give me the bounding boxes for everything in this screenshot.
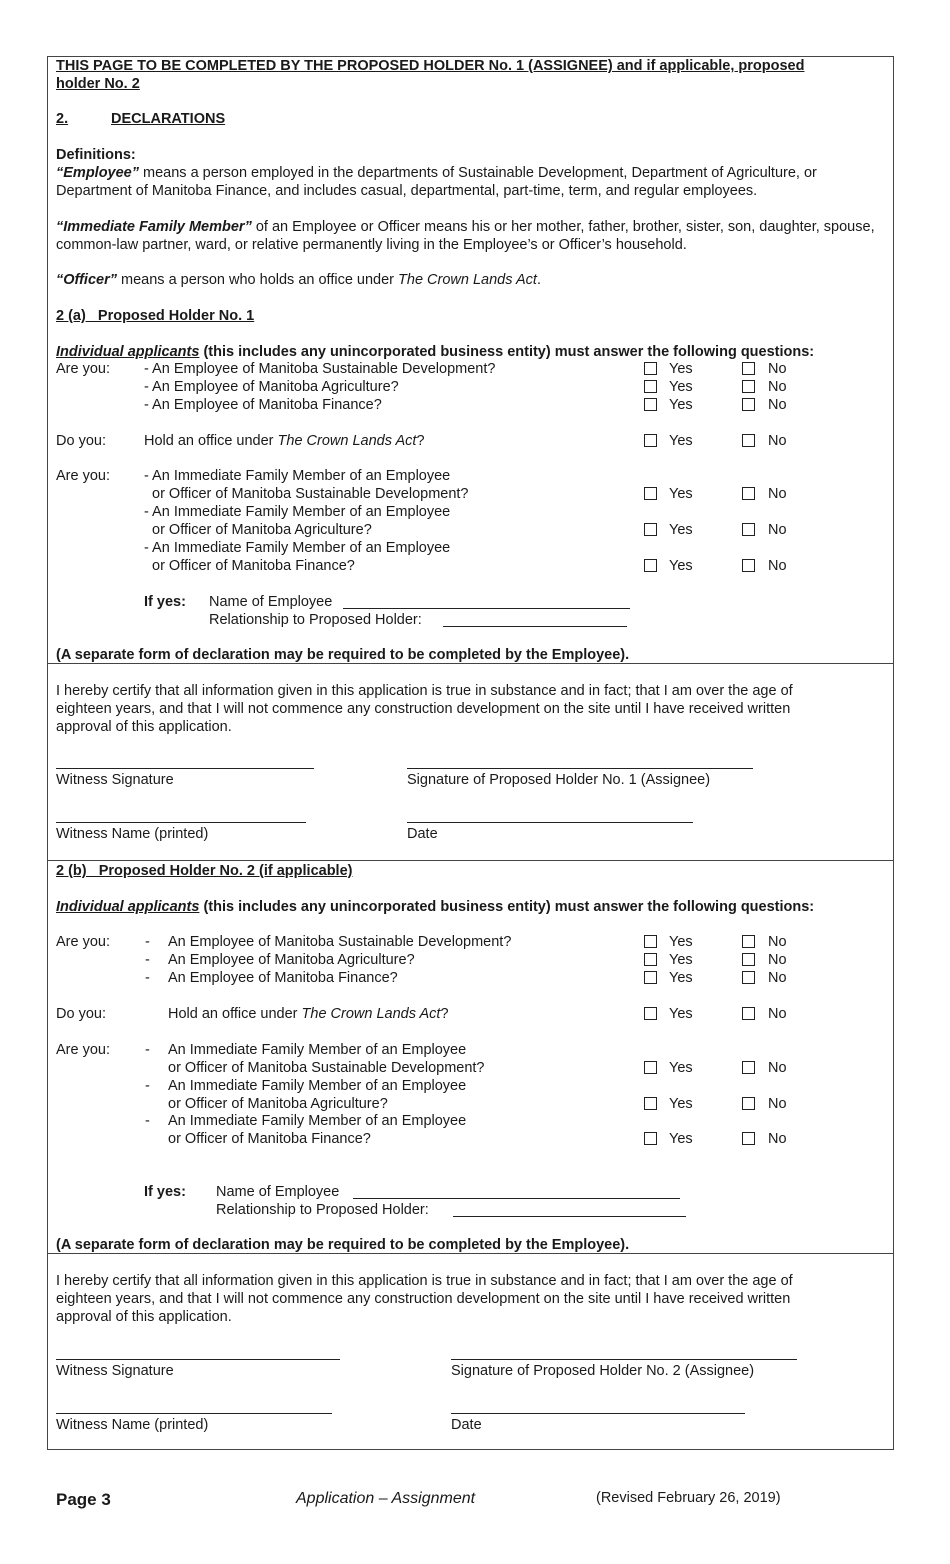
no-label: No xyxy=(768,970,787,986)
witness-signature-label: Witness Signature xyxy=(56,1363,174,1379)
dash: - xyxy=(145,970,150,986)
no-label: No xyxy=(768,379,787,395)
dash: - xyxy=(145,952,150,968)
holder1-instructions: Individual applicants (this includes any unincorporated business entity) must answer the following questions: xyxy=(56,344,815,360)
question-family-sd-2: or Officer of Manitoba Sustainable Development? xyxy=(152,486,469,502)
question-family-ag-1: - An Immediate Family Member of an Employee xyxy=(144,504,451,520)
question-family-ag-2: or Officer of Manitoba Agriculture? xyxy=(152,522,372,538)
certification-line3: approval of this application. xyxy=(56,719,232,735)
no-checkbox[interactable] xyxy=(742,380,755,393)
holder1-signature-field[interactable] xyxy=(407,768,753,769)
question-family-sd-1: - An Immediate Family Member of an Employee xyxy=(144,468,451,484)
are-you-label: Are you: xyxy=(56,934,110,950)
no-checkbox[interactable] xyxy=(742,523,755,536)
dash: - xyxy=(145,934,150,950)
yes-label: Yes xyxy=(669,433,693,449)
yes-label: Yes xyxy=(669,361,693,377)
no-checkbox[interactable] xyxy=(742,362,755,375)
no-checkbox[interactable] xyxy=(742,434,755,447)
question-employee-ag: An Employee of Manitoba Agriculture? xyxy=(168,952,415,968)
no-label: No xyxy=(768,1006,787,1022)
holder2-signature-label: Signature of Proposed Holder No. 2 (Assignee) xyxy=(451,1363,755,1379)
question-family-ag-2: or Officer of Manitoba Agriculture? xyxy=(168,1096,388,1112)
holder1-signature-label: Signature of Proposed Holder No. 1 (Assignee) xyxy=(407,772,711,788)
are-you-label: Are you: xyxy=(56,468,110,484)
relationship-field[interactable] xyxy=(443,626,627,627)
question-family-sd-1: An Immediate Family Member of an Employee xyxy=(168,1042,467,1058)
employee-name-field[interactable] xyxy=(343,608,630,609)
yes-checkbox[interactable] xyxy=(644,434,657,447)
yes-checkbox[interactable] xyxy=(644,935,657,948)
yes-label: Yes xyxy=(669,486,693,502)
form-title: Application – Assignment xyxy=(296,1490,476,1507)
if-yes-label: If yes: xyxy=(144,1184,186,1200)
yes-label: Yes xyxy=(669,1131,693,1147)
question-family-ag-1: An Immediate Family Member of an Employee xyxy=(168,1078,467,1094)
witness-name-field[interactable] xyxy=(56,822,306,823)
certification-line3: approval of this application. xyxy=(56,1309,232,1325)
certification-line1: I hereby certify that all information given in this application is true in substance and in fact; that I am over the age of xyxy=(56,683,793,699)
certification-line2: eighteen years, and that I will not commence any construction development on the site until I have received written xyxy=(56,1291,791,1307)
no-checkbox[interactable] xyxy=(742,953,755,966)
yes-checkbox[interactable] xyxy=(644,380,657,393)
page-instruction-line2: holder No. 2 xyxy=(56,76,140,92)
no-checkbox[interactable] xyxy=(742,1097,755,1110)
yes-label: Yes xyxy=(669,934,693,950)
no-checkbox[interactable] xyxy=(742,398,755,411)
yes-checkbox[interactable] xyxy=(644,953,657,966)
relationship-label: Relationship to Proposed Holder: xyxy=(209,612,422,628)
certification-line2: eighteen years, and that I will not commence any construction development on the site until I have received written xyxy=(56,701,791,717)
are-you-label: Are you: xyxy=(56,1042,110,1058)
section-title: DECLARATIONS xyxy=(111,111,226,127)
question-family-sd-2: or Officer of Manitoba Sustainable Development? xyxy=(168,1060,485,1076)
question-family-fin-1: An Immediate Family Member of an Employee xyxy=(168,1113,467,1129)
revision-date: (Revised February 26, 2019) xyxy=(596,1490,781,1506)
no-label: No xyxy=(768,522,787,538)
yes-label: Yes xyxy=(669,970,693,986)
no-checkbox[interactable] xyxy=(742,935,755,948)
date-label: Date xyxy=(451,1417,482,1433)
yes-checkbox[interactable] xyxy=(644,559,657,572)
no-label: No xyxy=(768,1131,787,1147)
holder2-instructions: Individual applicants (this includes any unincorporated business entity) must answer the following questions: xyxy=(56,899,815,915)
question-employee-sd: An Employee of Manitoba Sustainable Development? xyxy=(168,934,512,950)
yes-label: Yes xyxy=(669,558,693,574)
dash: - xyxy=(145,1042,150,1058)
no-label: No xyxy=(768,1060,787,1076)
definitions-heading: Definitions: xyxy=(56,147,136,163)
yes-checkbox[interactable] xyxy=(644,971,657,984)
yes-checkbox[interactable] xyxy=(644,1007,657,1020)
question-employee-sd: - An Employee of Manitoba Sustainable Development? xyxy=(144,361,496,377)
officer-definition: “Officer” means a person who holds an office under The Crown Lands Act. xyxy=(56,272,541,288)
no-checkbox[interactable] xyxy=(742,1132,755,1145)
section-number: 2. xyxy=(56,111,69,127)
no-checkbox[interactable] xyxy=(742,1007,755,1020)
yes-checkbox[interactable] xyxy=(644,398,657,411)
witness-name-label: Witness Name (printed) xyxy=(56,826,209,842)
date-field[interactable] xyxy=(451,1413,745,1414)
no-checkbox[interactable] xyxy=(742,487,755,500)
witness-signature-field[interactable] xyxy=(56,1359,340,1360)
witness-signature-label: Witness Signature xyxy=(56,772,174,788)
question-employee-fin: An Employee of Manitoba Finance? xyxy=(168,970,398,986)
no-label: No xyxy=(768,433,787,449)
do-you-label: Do you: xyxy=(56,1006,106,1022)
dash: - xyxy=(145,1078,150,1094)
certification-line1: I hereby certify that all information given in this application is true in substance and in fact; that I am over the age of xyxy=(56,1273,793,1289)
date-label: Date xyxy=(407,826,438,842)
question-family-fin-1: - An Immediate Family Member of an Employee xyxy=(144,540,451,556)
no-label: No xyxy=(768,1096,787,1112)
employee-name-label: Name of Employee xyxy=(209,594,333,610)
yes-label: Yes xyxy=(669,522,693,538)
witness-name-label: Witness Name (printed) xyxy=(56,1417,209,1433)
yes-label: Yes xyxy=(669,397,693,413)
yes-label: Yes xyxy=(669,1060,693,1076)
are-you-label: Are you: xyxy=(56,361,110,377)
divider xyxy=(47,860,894,861)
question-family-fin-2: or Officer of Manitoba Finance? xyxy=(168,1131,371,1147)
family-member-definition: “Immediate Family Member” of an Employee or Officer means his or her mother, father, brother, sister, son, daughter, spouse, common-law partner, ward, or relative permanently living in the Employee’s or Officer’s household. xyxy=(56,219,875,253)
yes-checkbox[interactable] xyxy=(644,362,657,375)
no-checkbox[interactable] xyxy=(742,971,755,984)
yes-label: Yes xyxy=(669,379,693,395)
no-checkbox[interactable] xyxy=(742,1061,755,1074)
question-crown-office: Hold an office under The Crown Lands Act? xyxy=(144,433,425,449)
yes-checkbox[interactable] xyxy=(644,523,657,536)
no-label: No xyxy=(768,952,787,968)
question-family-fin-2: or Officer of Manitoba Finance? xyxy=(152,558,355,574)
separate-form-note: (A separate form of declaration may be required to be completed by the Employee). xyxy=(56,1237,630,1253)
holder2-heading: 2 (b) Proposed Holder No. 2 (if applicable) xyxy=(56,863,353,879)
no-checkbox[interactable] xyxy=(742,559,755,572)
relationship-field[interactable] xyxy=(453,1216,686,1217)
no-label: No xyxy=(768,558,787,574)
employee-definition: “Employee” means a person employed in the departments of Sustainable Development, Department of Agriculture, or Department of Manitoba Finance, and includes casual, departmental, part-time, term, and regular employees. xyxy=(56,165,817,199)
employee-name-field[interactable] xyxy=(353,1198,680,1199)
no-label: No xyxy=(768,486,787,502)
witness-name-field[interactable] xyxy=(56,1413,332,1414)
yes-checkbox[interactable] xyxy=(644,1061,657,1074)
dash: - xyxy=(145,1113,150,1129)
holder2-signature-field[interactable] xyxy=(451,1359,797,1360)
relationship-label: Relationship to Proposed Holder: xyxy=(216,1202,429,1218)
question-employee-ag: - An Employee of Manitoba Agriculture? xyxy=(144,379,399,395)
yes-label: Yes xyxy=(669,1096,693,1112)
yes-label: Yes xyxy=(669,1006,693,1022)
witness-signature-field[interactable] xyxy=(56,768,314,769)
question-employee-fin: - An Employee of Manitoba Finance? xyxy=(144,397,382,413)
date-field[interactable] xyxy=(407,822,693,823)
yes-checkbox[interactable] xyxy=(644,1097,657,1110)
no-label: No xyxy=(768,397,787,413)
page-instruction-line1: THIS PAGE TO BE COMPLETED BY THE PROPOSED HOLDER No. 1 (ASSIGNEE) and if applicable, proposed xyxy=(56,58,805,74)
page-number: Page 3 xyxy=(56,1490,111,1509)
holder1-heading: 2 (a) Proposed Holder No. 1 xyxy=(56,308,255,324)
question-crown-office: Hold an office under The Crown Lands Act? xyxy=(168,1006,449,1022)
if-yes-label: If yes: xyxy=(144,594,186,610)
employee-name-label: Name of Employee xyxy=(216,1184,340,1200)
no-label: No xyxy=(768,361,787,377)
no-label: No xyxy=(768,934,787,950)
do-you-label: Do you: xyxy=(56,433,106,449)
yes-checkbox[interactable] xyxy=(644,487,657,500)
separate-form-note: (A separate form of declaration may be required to be completed by the Employee). xyxy=(56,647,630,663)
yes-checkbox[interactable] xyxy=(644,1132,657,1145)
yes-label: Yes xyxy=(669,952,693,968)
